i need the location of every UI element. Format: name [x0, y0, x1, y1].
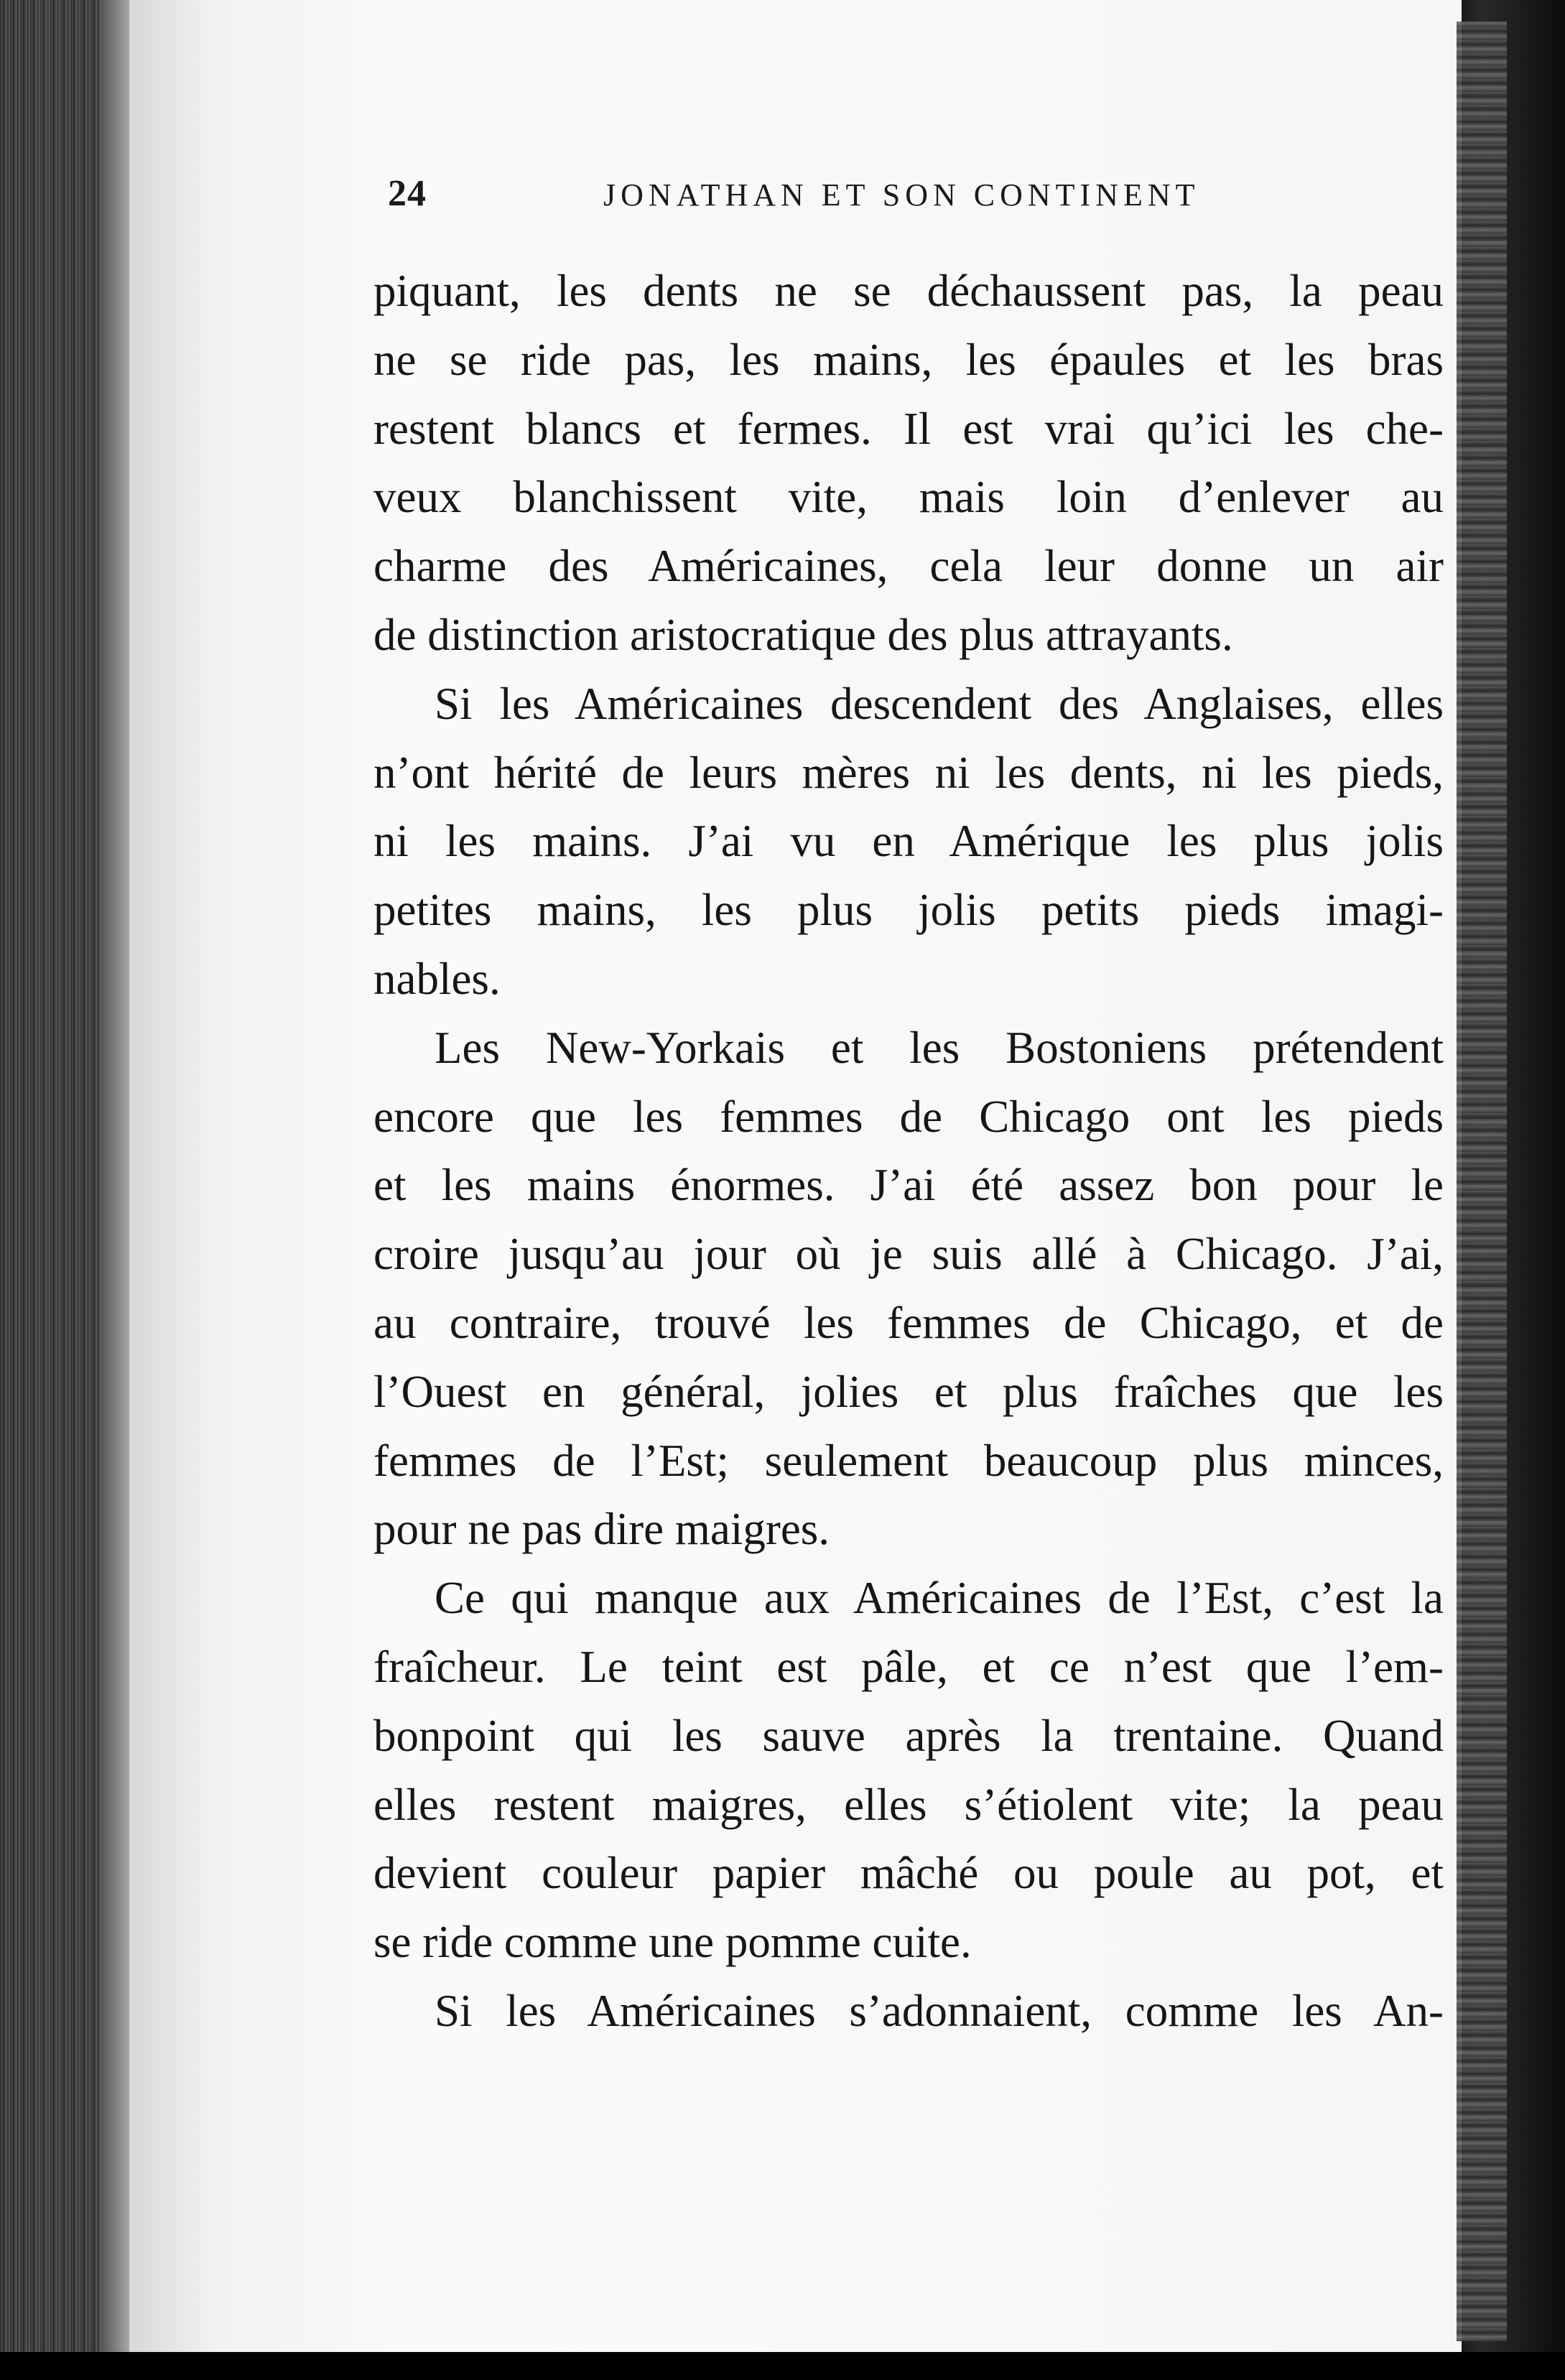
bottom-edge — [0, 2352, 1565, 2380]
text-line: se ride comme une pomme cuite. — [373, 1917, 972, 1968]
body-text — [373, 257, 1444, 2046]
book-gutter — [0, 0, 115, 2380]
text-line: au contraire, trouvé les femmes de Chicago, et de — [373, 1297, 1444, 1348]
text-line: nables. — [373, 953, 501, 1004]
text-line: Ce qui manque aux Américaines de l’Est, c’est la — [435, 1573, 1444, 1624]
text-line: ni les mains. J’ai vu en Amérique les plus jolis — [373, 816, 1444, 867]
page-header — [388, 172, 1451, 230]
text-line: ne se ride pas, les mains, les épaules et les bras — [373, 334, 1444, 385]
text-line: croire jusqu’au jour où je suis allé à Chicago. J’ai, — [373, 1229, 1444, 1280]
text-line: fraîcheur. Le teint est pâle, et ce n’est que l’em- — [373, 1641, 1444, 1692]
text-line: charme des Américaines, cela leur donne un air — [373, 541, 1444, 592]
text-line: elles restent maigres, elles s’étiolent vite; la peau — [373, 1779, 1444, 1830]
text-line: Si les Américaines s’adonnaient, comme les An- — [435, 1985, 1444, 2036]
text-line: bonpoint qui les sauve après la trentaine. Quand — [373, 1710, 1444, 1761]
text-line: Les New-Yorkais et les Bostoniens prétendent — [435, 1022, 1444, 1073]
text-line: devient couleur papier mâché ou poule au pot, et — [373, 1848, 1444, 1899]
text-line: l’Ouest en général, jolies et plus fraîches que les — [373, 1366, 1444, 1417]
text-line: pour ne pas dire maigres. — [373, 1504, 830, 1555]
text-line: veux blanchissent vite, mais loin d’enlever au — [373, 472, 1444, 523]
text-line: n’ont hérité de leurs mères ni les dents, ni les pieds, — [373, 747, 1444, 798]
page-edge-texture — [1457, 22, 1507, 2341]
running-head: JONATHAN ET SON CONTINENT — [603, 177, 1200, 213]
page-number: 24 — [388, 173, 427, 214]
text-line: encore que les femmes de Chicago ont les pieds — [373, 1091, 1444, 1142]
text-line: et les mains énormes. J’ai été assez bon pour le — [373, 1160, 1444, 1211]
text-line: petites mains, les plus jolis petits pieds imagi- — [373, 885, 1444, 936]
text-line: piquant, les dents ne se déchaussent pas, la peau — [373, 266, 1444, 316]
text-line: femmes de l’Est; seulement beaucoup plus minces, — [373, 1435, 1444, 1486]
text-line: Si les Américaines descendent des Anglaises, elles — [435, 678, 1444, 729]
text-line: restent blancs et fermes. Il est vrai qu’ici les che- — [373, 403, 1444, 454]
text-line: de distinction aristocratique des plus attrayants. — [373, 609, 1233, 660]
